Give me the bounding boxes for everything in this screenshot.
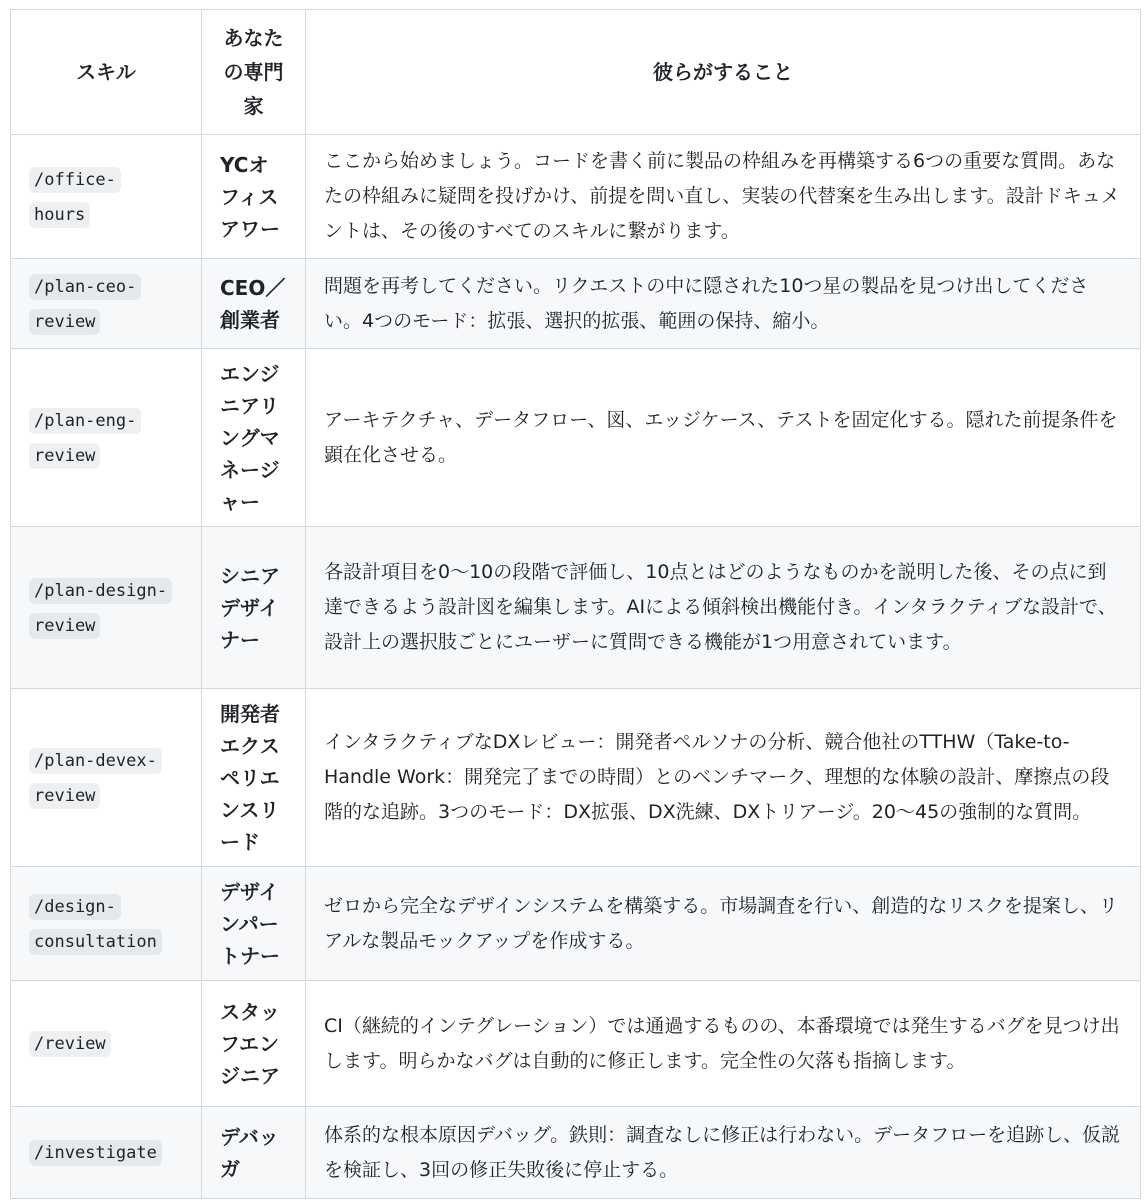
description-cell: CI（継続的インテグレーション）では通過するものの、本番環境では発生するバグを見つけ出します。明らかなバグは自動的に修正します。完全性の欠落も指摘します。 — [306, 981, 1141, 1107]
header-expert: あなた の専門 家 — [202, 10, 306, 135]
table-row — [11, 1107, 1141, 1199]
table-row — [11, 527, 1141, 689]
expert-cell: CEO／ 創業者 — [202, 259, 306, 349]
description-cell: 問題を再考してください。リクエストの中に隠された10つ星の製品を見つけ出してください。4つのモード：拡張、選択的拡張、範囲の保持、縮小。 — [306, 259, 1141, 349]
skills-table — [10, 9, 1141, 1199]
skill-cell — [11, 259, 202, 349]
skill-command[interactable]: /plan-eng- review — [29, 408, 141, 469]
expert-cell: シニア デザイ ナー — [202, 527, 306, 689]
expert-cell: YCオ フィス アワー — [202, 135, 306, 259]
table-row — [11, 689, 1141, 867]
description-cell: ここから始めましょう。コードを書く前に製品の枠組みを再構築する6つの重要な質問。あなたの枠組みに疑問を投げかけ、前提を問い直し、実装の代替案を生み出します。設計ドキュメントは、その後のすべてのスキルに繋がります。 — [306, 135, 1141, 259]
table-row — [11, 867, 1141, 981]
description-cell: 体系的な根本原因デバッグ。鉄則：調査なしに修正は行わない。データフローを追跡し、仮説を検証し、3回の修正失敗後に停止する。 — [306, 1107, 1141, 1199]
skill-command[interactable]: /plan-design- review — [29, 578, 172, 639]
skill-command[interactable]: /design- consultation — [29, 894, 162, 955]
skill-command[interactable]: /plan-ceo- review — [29, 274, 141, 335]
expert-cell: エンジ ニアリ ングマ ネージ ャー — [202, 349, 306, 527]
expert-cell: デバッ ガ — [202, 1107, 306, 1199]
expert-cell: スタッ フエン ジニア — [202, 981, 306, 1107]
description-cell: インタラクティブなDXレビュー：開発者ペルソナの分析、競合他社のTTHW（Take-to-Handle Work：開発完了までの時間）とのベンチマーク、理想的な体験の設計、摩擦点の段階的な追跡。3つのモード：DX拡張、DX洗練、DXトリアージ。20〜45の強制的な質問。 — [306, 689, 1141, 867]
skill-cell — [11, 689, 202, 867]
skill-cell — [11, 527, 202, 689]
skill-command[interactable]: /office- hours — [29, 167, 121, 228]
table-row — [11, 135, 1141, 259]
table-header-row — [11, 10, 1141, 135]
expert-cell: 開発者 エクス ペリエ ンスリ ード — [202, 689, 306, 867]
description-cell: 各設計項目を0〜10の段階で評価し、10点とはどのようなものかを説明した後、その点に到達できるよう設計図を編集します。AIによる傾斜検出機能付き。インタラクティブな設計で、設計上の選択肢ごとにユーザーに質問できる機能が1つ用意されています。 — [306, 527, 1141, 689]
skill-command[interactable]: /review — [29, 1031, 111, 1057]
skill-cell — [11, 1107, 202, 1199]
expert-cell: デザイ ンパー トナー — [202, 867, 306, 981]
skills-table-container — [10, 9, 1140, 1199]
skill-cell — [11, 867, 202, 981]
skill-cell — [11, 135, 202, 259]
skill-command[interactable]: /investigate — [29, 1140, 162, 1166]
description-cell: ゼロから完全なデザインシステムを構築する。市場調査を行い、創造的なリスクを提案し、リアルな製品モックアップを作成する。 — [306, 867, 1141, 981]
table-row — [11, 981, 1141, 1107]
skill-command[interactable]: /plan-devex- review — [29, 748, 162, 809]
table-row — [11, 259, 1141, 349]
skill-cell — [11, 349, 202, 527]
header-skill: スキル — [11, 10, 202, 135]
table-row — [11, 349, 1141, 527]
description-cell: アーキテクチャ、データフロー、図、エッジケース、テストを固定化する。隠れた前提条件を顕在化させる。 — [306, 349, 1141, 527]
header-what-they-do: 彼らがすること — [306, 10, 1141, 135]
skill-cell — [11, 981, 202, 1107]
